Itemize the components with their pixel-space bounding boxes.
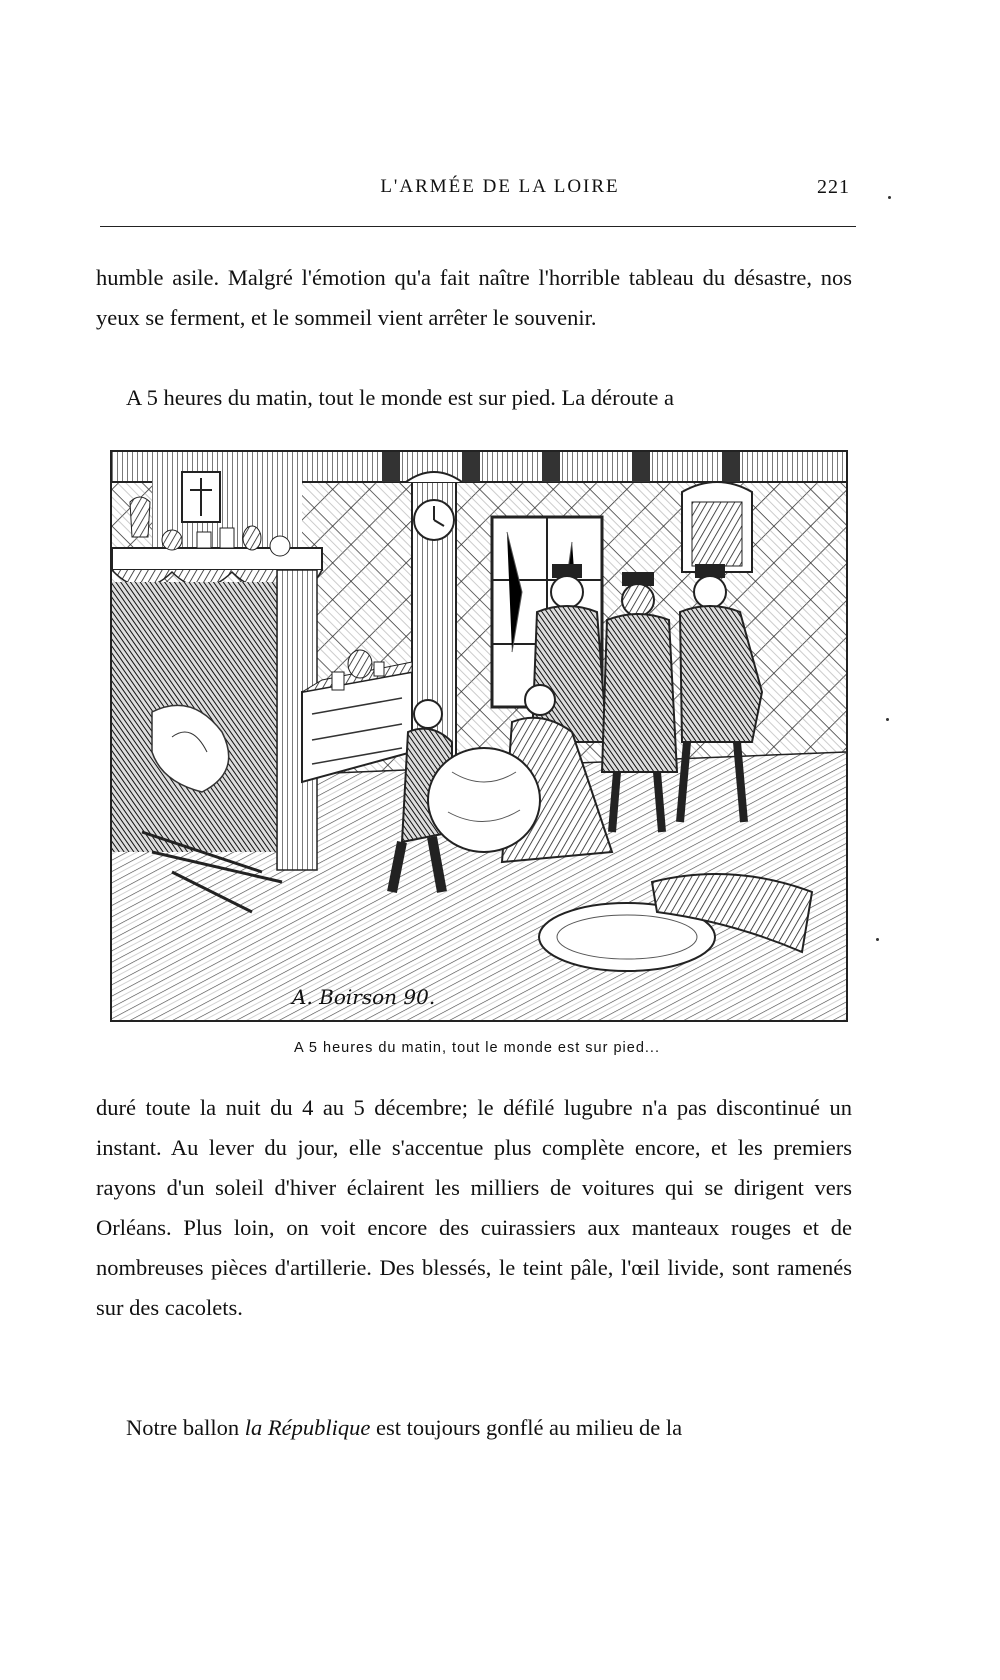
engraving-illustration xyxy=(112,452,846,1020)
paragraph-4 xyxy=(96,1408,852,1448)
wall-mirror xyxy=(682,482,752,572)
paragraph-1: humble asile. Malgré l'émotion qu'a fait naître l'horrible tableau du désastre, nos yeux se ferment, et le sommeil vient arrêter le souvenir. xyxy=(96,265,852,330)
running-head: L'ARMÉE DE LA LOIRE xyxy=(380,176,620,197)
print-speck xyxy=(876,938,879,941)
artist-signature: A. Boirson 90. xyxy=(292,985,436,1009)
paragraph-3: duré toute la nuit du 4 au 5 décembre; le défilé lugubre n'a pas discontinué un instant. Au lever du jour, elle s'accentue plus complète encore, et les premiers rayons d'un soleil d'hiver éclairent les milliers de voitures qui se dirigent vers Orléans. Plus loin, on voit encore des cuirassiers aux manteaux rouges et de nombreuses pièces d'artillerie. Des blessés, le teint pâle, l'œil livide, sont ramenés sur des cacolets. xyxy=(96,1095,852,1320)
balloon-name: la République xyxy=(244,1415,371,1440)
illustration-figure xyxy=(110,450,848,1022)
paragraph-4-start: Notre ballon xyxy=(126,1415,245,1440)
page-number: 221 xyxy=(817,176,850,198)
paragraph-4-end: est toujours gonflé au milieu de la xyxy=(370,1415,683,1440)
print-speck xyxy=(886,718,889,721)
print-speck xyxy=(888,196,891,199)
sack xyxy=(428,748,540,852)
figure-caption: A 5 heures du matin, tout le monde est sur pied... xyxy=(294,1040,660,1056)
page-header xyxy=(110,176,850,206)
header-rule xyxy=(100,226,856,227)
paragraph-2: A 5 heures du matin, tout le monde est sur pied. La déroute a xyxy=(126,385,674,410)
